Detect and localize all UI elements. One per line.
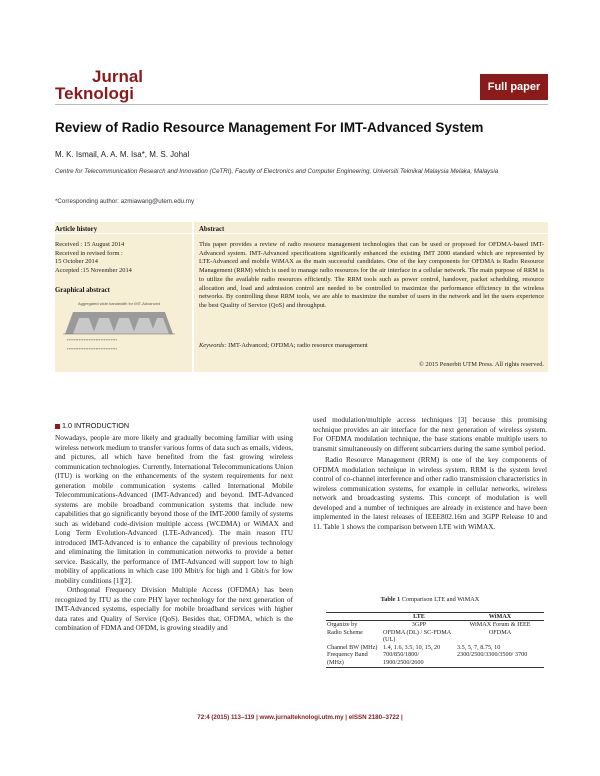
table-header-cell <box>326 613 382 621</box>
left-column <box>55 434 293 634</box>
intro-paragraph-4: Radio Resource Management (RRM) is one of the key components of OFDMA modulation technique in wireless system. RRM is the system level control of co-channel interference and other radio transmission characteristics in wireless communication systems, for example in cellular networks, wireless network and broadcasting systems. This concept of modulation is well developed and a number of techniques are already in existence and have been implemented in the latest releases of IEEE802.16m and 3GPP Release 10 and 11. Table 1 shows the comparison between LTE with WiMAX. <box>313 456 547 531</box>
table-row <box>326 621 544 629</box>
bandwidth-diagram-svg <box>59 296 179 356</box>
table-cell: 3GPP <box>411 621 427 628</box>
table-cell: 3.5, 5, 7, 8.75, 10 <box>457 643 501 651</box>
paper-type-badge: Full paper <box>480 74 548 100</box>
header-rule <box>55 104 548 105</box>
section-heading <box>55 421 129 430</box>
journal-name-line1: Jurnal <box>92 67 144 86</box>
intro-paragraph-3: used modulation/multiple access techniques [3] because this promising technique provides an air interface for the next generation of wireless system. For OFDMA modulation technique, the base stations enable multiple users to transmit simultaneously on different subcarriers during the same symbol period. <box>313 416 547 453</box>
keywords <box>199 342 544 351</box>
graphical-abstract-figure <box>59 296 179 356</box>
arrow-row-1 <box>67 337 118 342</box>
received-date: Received : 15 August 2014 <box>55 241 125 248</box>
table-caption <box>320 596 540 603</box>
figure-label: Aggregated wide bandwidth for IMT-Advanced <box>77 301 161 306</box>
svg-text:↔↔↔↔↔↔↔↔↔↔↔↔↔↔↔: ↔↔↔↔↔↔↔↔↔↔↔↔↔↔↔ <box>67 337 118 342</box>
table-cell: OFDMA <box>488 628 512 636</box>
author-affiliation: Centre for Telecommunication Research and Innovation (CeTRI), Faculty of Electronics and Computer Engineering, Universiti Teknikal Malaysia Melaka, Malaysia <box>55 168 499 175</box>
abstract-text: This paper provides a review of radio resource management technologies that can be used or proposed for OFDMA-based IMT-Advanced system. IMT-Advanced specifications significantly enhanced the existing IMT 2000 standard which are represented by LTE-Advanced and mobile WiMAX as the main successful candidates. One of the key components for OFDMA is Radio Resource Management (RRM) which is used to manage radio resources for the air interface in a cellular network. The main purpose of RRM is to utilize the available radio resources efficiently. The RRM tools such as power control, handover, packet scheduling, resource allocation and, load and admission control are needed to be controlled to maximize the performance efficiency in the wireless networks. By controlling these RRM tools, we are able to maximize the number of users in the network and let the users experience the best Quality of Service (QoS) and throughput. <box>199 241 544 309</box>
comparison-table <box>326 612 544 668</box>
info-box-rule <box>55 233 548 234</box>
table-row <box>326 651 544 667</box>
section-marker <box>55 424 60 429</box>
table-row <box>326 629 544 644</box>
paper-title: Review of Radio Resource Management For IMT-Advanced System <box>55 120 484 135</box>
copyright-notice: © 2015 Penerbit UTM Press. All rights reserved. <box>418 361 544 368</box>
corresponding-author: *Corresponding author: azmiawang@utem.edu.my <box>55 198 195 205</box>
journal-logo <box>55 68 143 102</box>
table-cell: Radio Scheme <box>327 628 363 636</box>
section-heading-text: 1.0 INTRODUCTION <box>62 421 130 430</box>
table-caption-text: Comparison LTE and WiMAX <box>401 596 480 603</box>
svg-text:↔↔↔↔↔↔↔↔↔↔↔↔↔↔↔: ↔↔↔↔↔↔↔↔↔↔↔↔↔↔↔ <box>67 346 118 351</box>
keywords-list: IMT-Advanced; OFDMA; radio resource management <box>228 342 368 349</box>
table-cell: Frequency Band (MHz) <box>326 651 382 667</box>
table-header-cell: LTE <box>382 613 456 621</box>
article-history <box>55 241 185 276</box>
page-footer: 72:4 (2015) 113–119 | www.jurnalteknologi.utm.my | eISSN 2180–3722 | <box>197 714 403 721</box>
table-row <box>326 644 544 652</box>
journal-name-line2: Teknologi <box>55 84 135 103</box>
table-cell: 2300/2500/3300/3500/ 3700 <box>456 651 544 667</box>
abstract-heading: Abstract <box>199 226 225 233</box>
revised-date: 15 October 2014 <box>55 258 98 266</box>
intro-paragraph-2: Orthogonal Frequency Division Multiple Access (OFDMA) has been recognized by ITU as the core PHY layer technology for the next generation of IMT-Advanced systems, especially for mobile broadband services with higher data rates and Quality of Service (QoS). Besides that, OFDMA, which is the combination of FDMA and OFDM, is growing steadily and <box>55 586 293 632</box>
table-header-row <box>326 613 544 621</box>
table-caption-label: Table 1 <box>380 596 401 603</box>
table-cell: Organize by <box>327 621 358 628</box>
table-cell: 700/850/1800/ 1900/2500/2600 <box>382 651 456 667</box>
table-header-cell: WiMAX <box>456 613 544 621</box>
info-box-divider <box>192 222 194 372</box>
graphical-abstract-heading: Graphical abstract <box>55 287 110 294</box>
revised-label: Received in revised form : <box>55 249 123 257</box>
article-history-heading: Article history <box>55 226 98 233</box>
paper-authors: M. K. Ismail, A. A. M. Isa*, M. S. Johal <box>55 150 190 159</box>
table-cell: OFDMA (DL) / SC-FDMA (UL) <box>383 628 451 644</box>
table-cell: WiMAX Forum & IEEE <box>469 621 531 628</box>
intro-paragraph-1: Nowadays, people are more likely and gradually becoming familiar with using wireless network medium to transfer various forms of data such as emails, videos, and pictures, all which have benefited from the fast growing wireless communication technologies. Currently, International Telecommunications Union (ITU) is working on the enhancements of the system requirements for next generation mobile communication systems called International Mobile Telecommunications-Advanced (IMT-Advanced) and beyond. IMT-Advanced systems are mobile broadband communication systems that include new capabilities that go significantly beyond those of the IMT-2000 family of systems such as wideband code-division multiple access (WCDMA) or WiMAX and Long Term Evolution-Advanced (LTE-Advanced). The main reason ITU introduced IMT-Advanced is to enhance the capability of previous technology and eliminating the limitation in communication networks to provide a better service. Basically, the performance of IMT-Advanced will support low to high mobility of applications in which case 100 Mbit/s for high and 1 Gbit/s for low mobility conditions [1][2]. <box>55 434 293 585</box>
arrow-row-2 <box>67 346 118 351</box>
right-column <box>313 416 547 532</box>
accepted-date: Accepted :15 November 2014 <box>55 267 132 275</box>
table-cell: Channel BW (MHz) <box>327 643 378 651</box>
table-cell: 1.4, 1.6, 3.5, 10, 15, 20 <box>383 643 441 651</box>
keywords-label: Keywords: <box>199 342 227 349</box>
